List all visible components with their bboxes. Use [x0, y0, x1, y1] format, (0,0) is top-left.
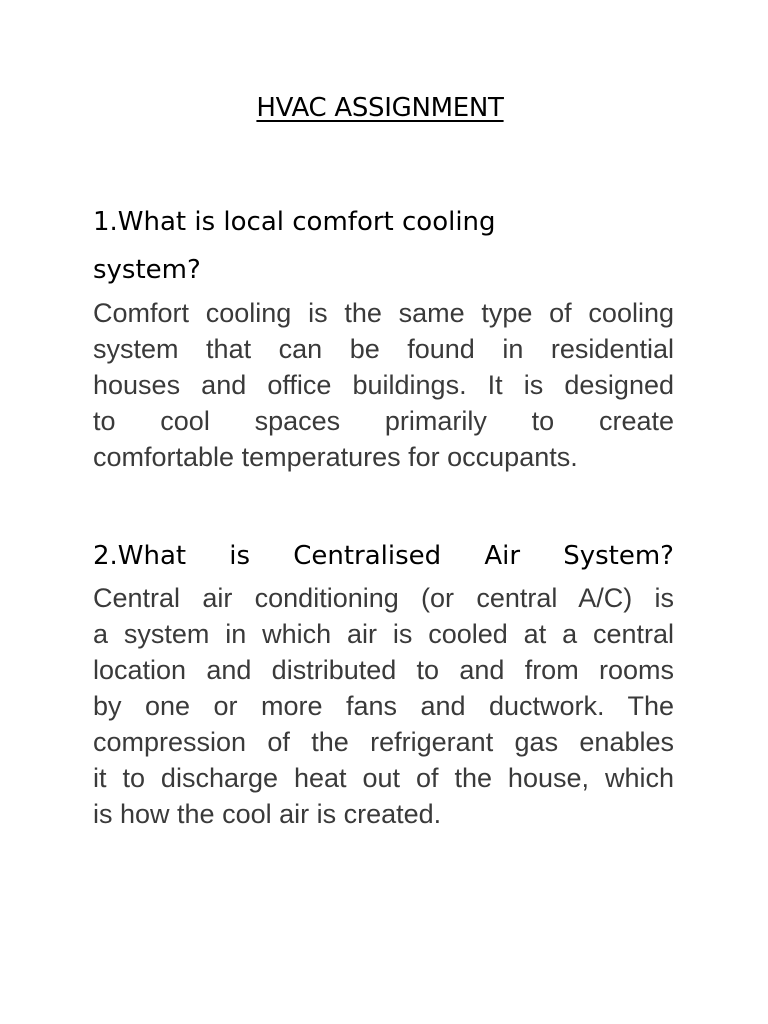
question-2-word: System? — [563, 541, 674, 571]
question-2-word: Air — [484, 541, 521, 571]
answer-1-line: houses and office buildings. It is designed — [93, 370, 674, 400]
document-title: HVAC ASSIGNMENT — [256, 93, 504, 123]
answer-1-line: system that can be found in residential — [93, 334, 674, 364]
answer-2-line: is how the cool air is created. — [93, 799, 442, 829]
question-2-word: 2.What — [93, 541, 187, 571]
answer-2-line: location and distributed to and from rooms — [93, 655, 674, 685]
answer-2-line: it to discharge heat out of the house, which — [93, 763, 674, 793]
question-1-line: 1.What is local comfort cooling — [93, 207, 496, 237]
answer-1-line: Comfort cooling is the same type of cooling — [93, 298, 674, 328]
answer-2-line: Central air conditioning (or central A/C) is — [93, 583, 674, 613]
answer-1-line: to cool spaces primarily to create — [93, 406, 674, 436]
answer-1 — [93, 295, 674, 475]
question-1-line: system? — [93, 255, 201, 285]
answer-2-line: by one or more fans and ductwork. The — [93, 691, 674, 721]
question-2 — [93, 534, 674, 578]
question-2-word: is — [229, 541, 251, 571]
question-1 — [93, 198, 613, 294]
question-2-word: Centralised — [293, 541, 442, 571]
answer-1-line: comfortable temperatures for occupants. — [93, 442, 578, 472]
answer-2-line: compression of the refrigerant gas enables — [93, 727, 674, 757]
answer-2 — [93, 580, 674, 832]
answer-2-line: a system in which air is cooled at a central — [93, 619, 674, 649]
